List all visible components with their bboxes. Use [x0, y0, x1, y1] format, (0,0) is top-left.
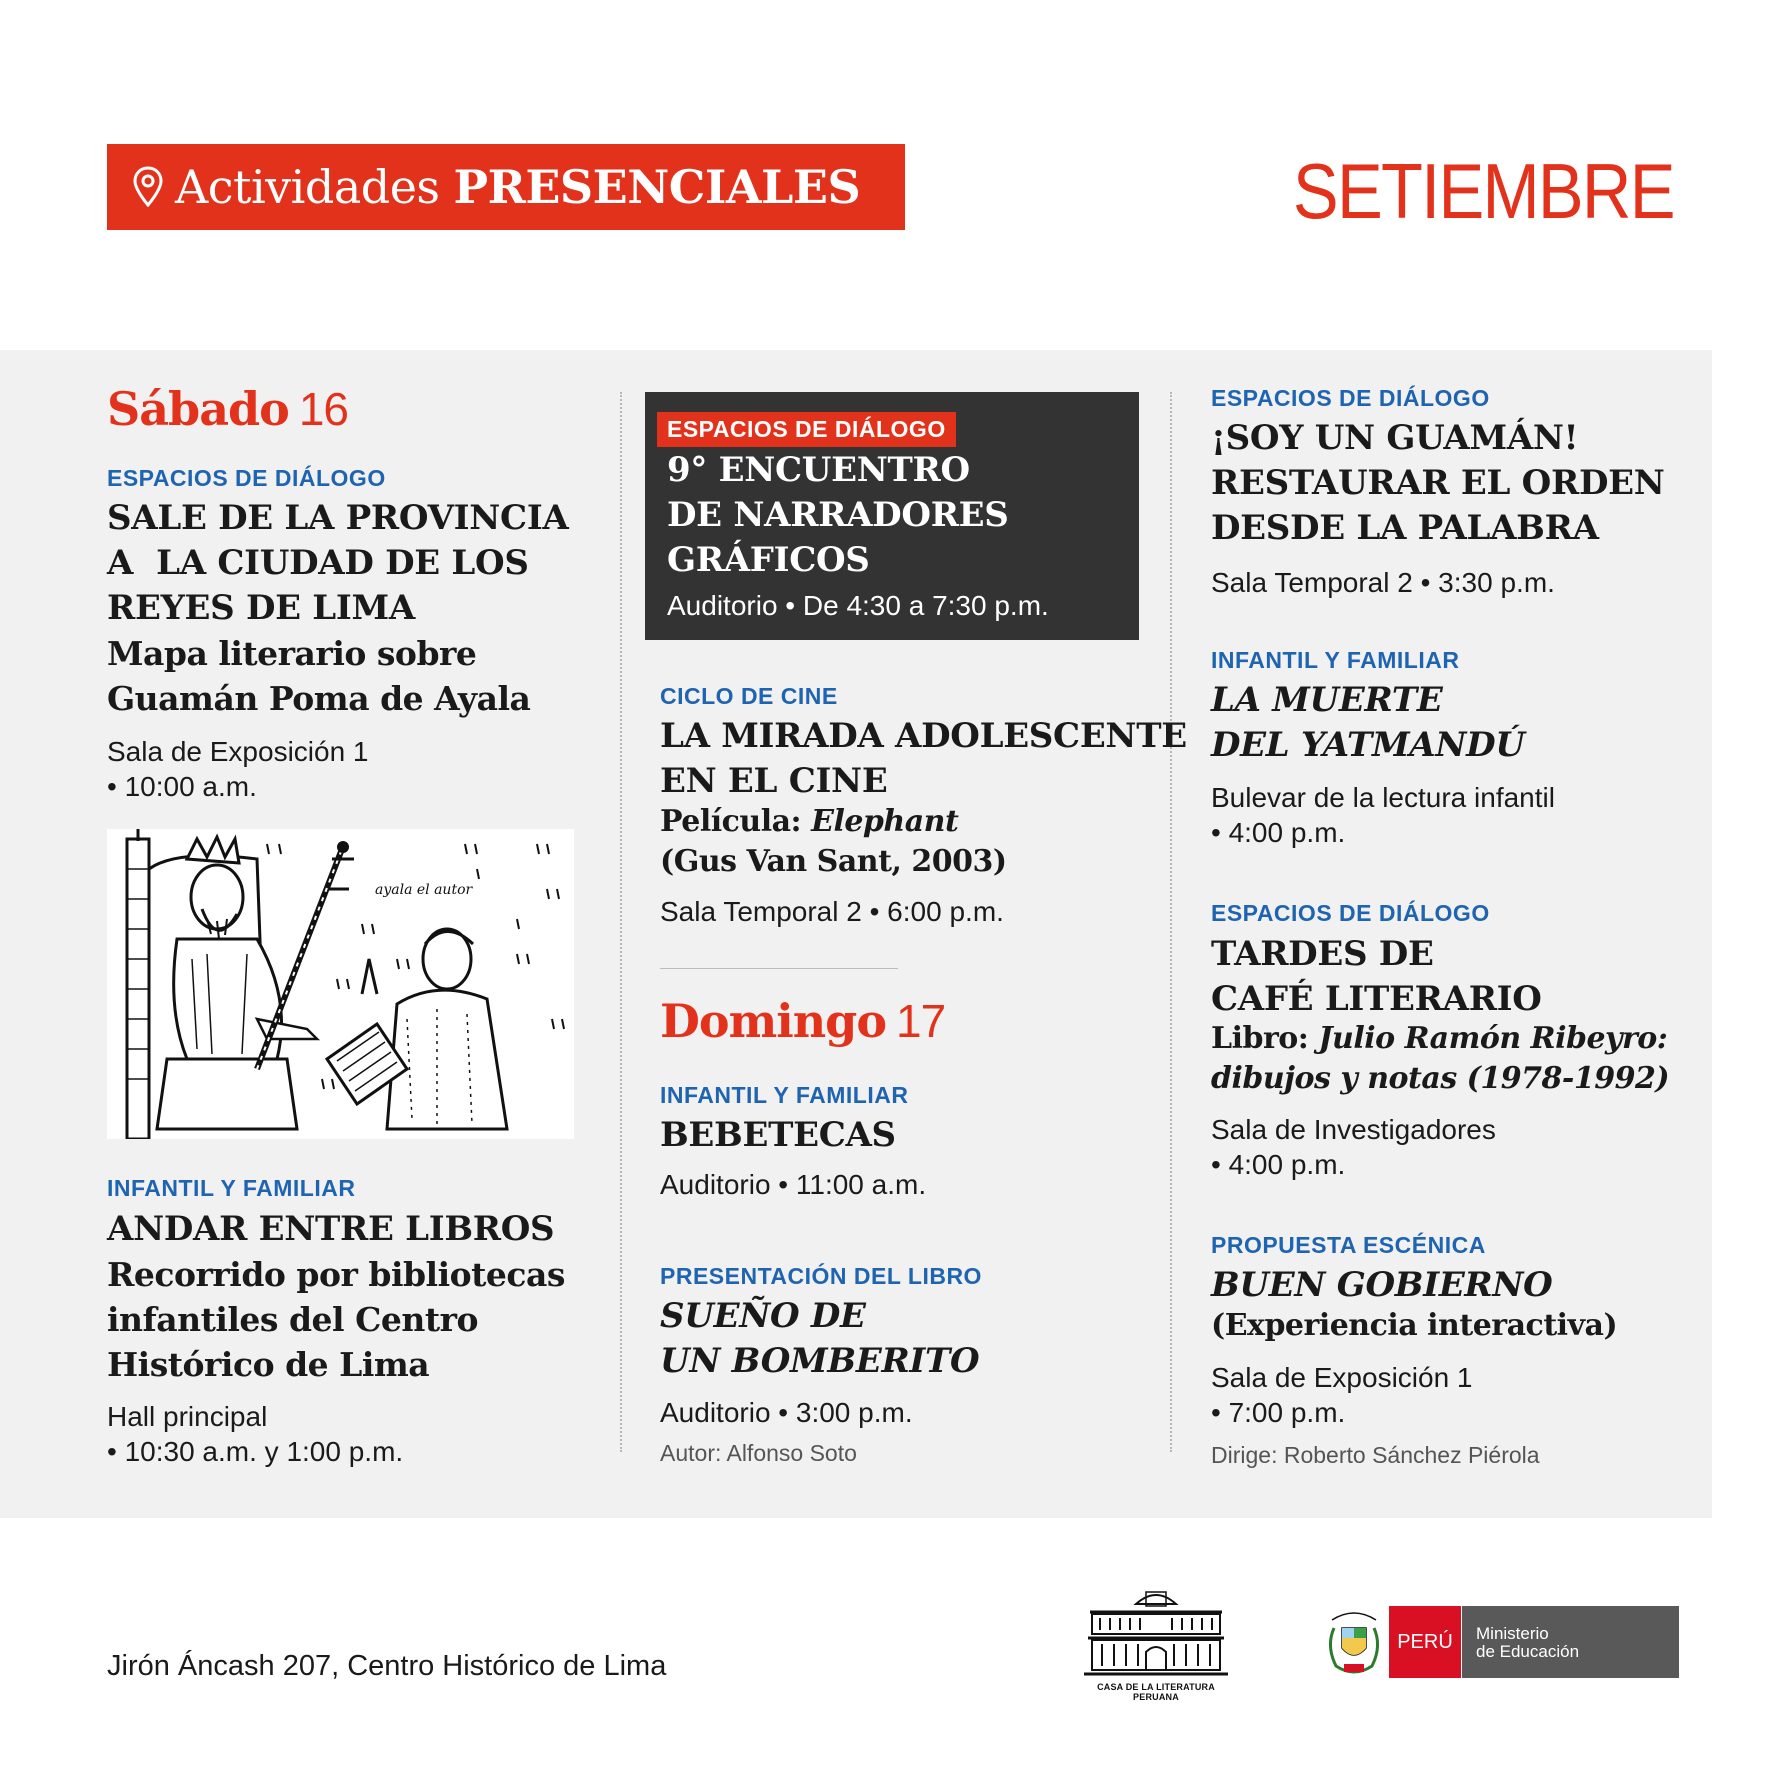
column-divider-2 — [1170, 392, 1172, 1452]
event-category-tag: ESPACIOS DE DIÁLOGO — [657, 412, 956, 447]
book-title: Julio Ramón Ribeyro: — [1318, 1021, 1668, 1056]
title-line: TARDES DE — [1211, 934, 1434, 974]
event-place: Sala Temporal 2 • 3:30 p.m. — [1211, 567, 1555, 598]
title-line: SALE DE LA PROVINCIA — [107, 498, 569, 538]
day-name: Sábado — [107, 382, 289, 436]
place-line: Hall principal — [107, 1401, 268, 1432]
column-divider-1 — [620, 392, 622, 1452]
subtitle-line: Recorrido por bibliotecas — [107, 1255, 565, 1294]
time-line: • 7:00 p.m. — [1211, 1397, 1346, 1428]
title-line: SUEÑO DE — [660, 1296, 866, 1336]
title-line: EN EL CINE — [660, 761, 888, 801]
title-line: GRÁFICOS — [667, 540, 870, 580]
event-category: ESPACIOS DE DIÁLOGO — [107, 465, 386, 491]
ministry-line: de Educación — [1476, 1642, 1580, 1661]
film-detail: (Gus Van Sant, 2003) — [660, 844, 1007, 879]
location-pin-icon — [131, 165, 165, 209]
illustration-caption: ayala el autor — [375, 882, 473, 898]
featured-event-box — [645, 392, 1139, 640]
day-title-saturday — [107, 382, 348, 436]
title-line: CAFÉ LITERARIO — [1211, 979, 1542, 1019]
subtitle-line: Mapa literario sobre — [107, 634, 477, 673]
casa-caption: CASA DE LA LITERATURA PERUANA — [1097, 1682, 1215, 1702]
event-category: PRESENTACIÓN DEL LIBRO — [660, 1263, 982, 1289]
title-line: 9° ENCUENTRO — [667, 450, 970, 490]
subtitle-line: infantiles del Centro — [107, 1300, 478, 1339]
peru-label: PERÚ — [1389, 1606, 1461, 1678]
title-line: ¡SOY UN GUAMÁN! — [1211, 418, 1579, 458]
event-category: INFANTIL Y FAMILIAR — [107, 1175, 356, 1201]
day-number: 17 — [896, 995, 946, 1047]
event-title — [1211, 932, 1542, 1022]
month-title: SETIEMBRE — [1293, 147, 1674, 235]
event-place — [1211, 1112, 1496, 1182]
event-title: ANDAR ENTRE LIBROS — [107, 1209, 555, 1249]
header-title-regular: Actividades — [175, 160, 440, 214]
guaman-poma-illustration — [107, 829, 574, 1139]
event-subtitle — [107, 1252, 565, 1387]
event-category: CICLO DE CINE — [660, 683, 838, 709]
film-info — [660, 802, 1007, 882]
subtitle-line: Histórico de Lima — [107, 1345, 430, 1384]
title-line: DEL YATMANDÚ — [1211, 725, 1525, 765]
event-note: Autor: Alfonso Soto — [660, 1440, 857, 1466]
address: Jirón Áncash 207, Centro Histórico de Lima — [107, 1650, 667, 1682]
peru-coat-of-arms — [1326, 1606, 1382, 1678]
casa-literatura-logo — [1080, 1584, 1232, 1702]
event-category: ESPACIOS DE DIÁLOGO — [1211, 385, 1490, 411]
book-title-cont: dibujos y notas (1978-1992) — [1211, 1061, 1670, 1096]
book-info — [1211, 1019, 1669, 1099]
film-title: Elephant — [811, 804, 959, 839]
event-title — [107, 496, 569, 631]
time-line: • 10:00 a.m. — [107, 771, 257, 802]
place-line: Sala de Exposición 1 — [1211, 1362, 1473, 1393]
event-category: INFANTIL Y FAMILIAR — [1211, 647, 1460, 673]
title-line: DE NARRADORES — [667, 495, 1009, 535]
day-number: 16 — [298, 383, 349, 435]
title-line: RESTAURAR EL ORDEN — [1211, 463, 1665, 503]
event-title: BUEN GOBIERNO — [1211, 1265, 1553, 1305]
time-line: • 4:00 p.m. — [1211, 1149, 1346, 1180]
day-title-sunday — [660, 994, 945, 1048]
event-title — [667, 448, 1009, 583]
title-line: A LA CIUDAD DE LOS — [107, 543, 529, 583]
event-note: Dirige: Roberto Sánchez Piérola — [1211, 1442, 1540, 1468]
event-place: Sala Temporal 2 • 6:00 p.m. — [660, 896, 1004, 927]
event-subtitle — [107, 631, 530, 721]
title-line: LA MUERTE — [1211, 680, 1443, 720]
event-place — [107, 1399, 403, 1469]
event-place: Auditorio • De 4:30 a 7:30 p.m. — [667, 590, 1049, 621]
day-name: Domingo — [660, 994, 887, 1048]
event-subtitle: (Experiencia interactiva) — [1211, 1308, 1618, 1343]
event-place — [107, 734, 369, 804]
title-line: LA MIRADA ADOLESCENTE — [660, 716, 1187, 756]
subtitle-line: Guamán Poma de Ayala — [107, 679, 531, 718]
event-place: Auditorio • 11:00 a.m. — [660, 1169, 927, 1200]
place-line: Bulevar de la lectura infantil — [1211, 782, 1555, 813]
ministry-line: Ministerio — [1476, 1624, 1549, 1643]
film-label: Película: — [660, 804, 812, 839]
coat-of-arms-icon — [1326, 1606, 1382, 1678]
event-category: INFANTIL Y FAMILIAR — [660, 1082, 909, 1108]
event-title — [660, 1294, 979, 1384]
building-icon — [1080, 1584, 1232, 1680]
title-line: DESDE LA PALABRA — [1211, 508, 1599, 548]
place-line: Sala de Investigadores — [1211, 1114, 1496, 1145]
event-title — [1211, 416, 1665, 551]
event-place — [1211, 780, 1555, 850]
event-place: Auditorio • 3:00 p.m. — [660, 1397, 913, 1428]
book-label: Libro: — [1211, 1021, 1319, 1056]
time-line: • 4:00 p.m. — [1211, 817, 1346, 848]
ministry-label — [1461, 1606, 1679, 1678]
header-banner — [107, 144, 905, 230]
event-category: PROPUESTA ESCÉNICA — [1211, 1232, 1486, 1258]
time-line: • 10:30 a.m. y 1:00 p.m. — [107, 1436, 404, 1467]
header-title-bold: PRESENCIALES — [453, 160, 861, 214]
event-title — [660, 714, 1187, 804]
place-line: Sala de Exposición 1 — [107, 736, 369, 767]
event-title — [1211, 678, 1525, 768]
event-category: ESPACIOS DE DIÁLOGO — [1211, 900, 1490, 926]
title-line: REYES DE LIMA — [107, 588, 415, 628]
section-divider — [660, 968, 898, 969]
title-line: UN BOMBERITO — [660, 1341, 980, 1381]
event-title: BEBETECAS — [660, 1115, 896, 1155]
event-place — [1211, 1360, 1473, 1430]
